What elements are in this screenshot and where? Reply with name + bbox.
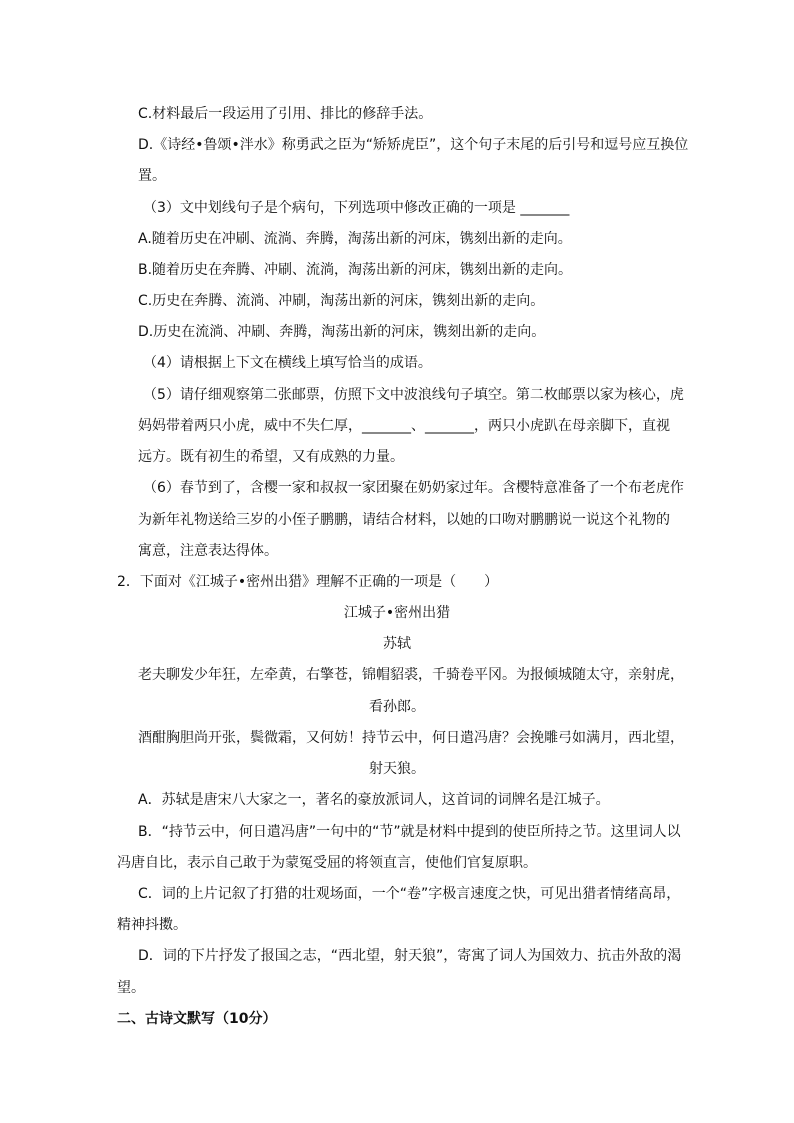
poem-title: 江城子•密州出猎 (343, 605, 451, 621)
q1-sub6-line1: （6）春节到了，含樱一家和叔叔一家团聚在奶奶家过年。含樱特意准备了一个布老虎作 (143, 480, 684, 496)
poem-line2-a: 酒酣胸胆尚开张，鬓微霜，又何妨！持节云中，何日遣冯唐？会挽雕弓如满月，西北望， (138, 730, 684, 746)
q1-material-option-d-line1: D.《诗经•鲁颂•泮水》称勇武之臣为“矫矫虎臣”，这个句子末尾的后引号和逗号应互换位 (138, 137, 689, 153)
poem-line1-b: 看孙郎。 (369, 699, 425, 715)
poem-author: 苏轼 (383, 636, 411, 652)
q1-sub5-line1: （5）请仔细观察第二张邮票，仿照下文中波浪线句子填空。第二枚邮票以家为核心，虎 (143, 387, 684, 403)
q2-option-b-line1: B．“持节云中，何日遣冯唐”一句中的“节”就是材料中提到的使臣所持之节。这里词人以 (138, 824, 681, 840)
q2-option-b-line2: 冯唐自比，表示自己敢于为蒙冤受屈的将领直言，使他们官复原职。 (117, 855, 537, 871)
section-heading: 二、古诗文默写（10分） (117, 1011, 277, 1027)
q1-material-option-d-line2: 置。 (138, 168, 166, 184)
q1-sub6-line3: 寓意，注意表达得体。 (138, 543, 278, 559)
poem-line2-b: 射天狼。 (369, 761, 425, 777)
q1-sub4: （4）请根据上下文在横线上填写恰当的成语。 (143, 355, 432, 371)
q2-option-c-line1: C．词的上片记叙了打猎的壮观场面，一个“卷”字极言速度之快，可见出猎者情绪高昂， (138, 886, 681, 902)
q1-sub5-line3: 远方。既有初生的希望，又有成熟的力量。 (138, 449, 404, 465)
q1-sub3-option-b: B.随着历史在奔腾、冲刷、流淌，淘荡出新的河床，镌刻出新的走向。 (138, 262, 573, 278)
q1-sub3-option-a: A.随着历史在冲刷、流淌、奔腾，淘荡出新的河床，镌刻出新的走向。 (138, 231, 572, 247)
q1-sub3-option-d: D.历史在流淌、冲刷、奔腾，淘荡出新的河床，镌刻出新的走向。 (138, 324, 546, 340)
q1-sub5-line2: 妈妈带着两只小虎，威中不失仁厚，_______、_______，两只小虎趴在母亲脚下，直视 (138, 418, 670, 434)
q2-stem: 2．下面对《江城子•密州出猎》理解不正确的一项是（ ） (117, 574, 499, 590)
q1-sub3-stem: （3）文中划线句子是个病句，下列选项中修改正确的一项是 _______ (143, 200, 570, 216)
poem-line1-a: 老夫聊发少年狂，左牵黄，右擎苍，锦帽貂裘，千骑卷平冈。为报倾城随太守，亲射虎， (138, 667, 684, 683)
q2-option-c-line2: 精神抖擞。 (117, 917, 187, 933)
q1-sub3-option-c: C.历史在奔腾、流淌、冲刷，淘荡出新的河床，镌刻出新的走向。 (138, 293, 545, 309)
q2-option-d-line2: 望。 (117, 980, 145, 996)
q2-option-d-line1: D．词的下片抒发了报国之志，“西北望，射天狼”，寄寓了词人为国效力、抗击外敌的渴 (138, 948, 682, 964)
q2-option-a: A．苏轼是唐宋八大家之一，著名的豪放派词人，这首词的词牌名是江城子。 (138, 792, 610, 808)
q1-sub6-line2: 为新年礼物送给三岁的小侄子鹏鹏，请结合材料，以她的口吻对鹏鹏说一说这个礼物的 (138, 512, 670, 528)
q1-material-option-c: C.材料最后一段运用了引用、排比的修辞手法。 (138, 106, 433, 122)
